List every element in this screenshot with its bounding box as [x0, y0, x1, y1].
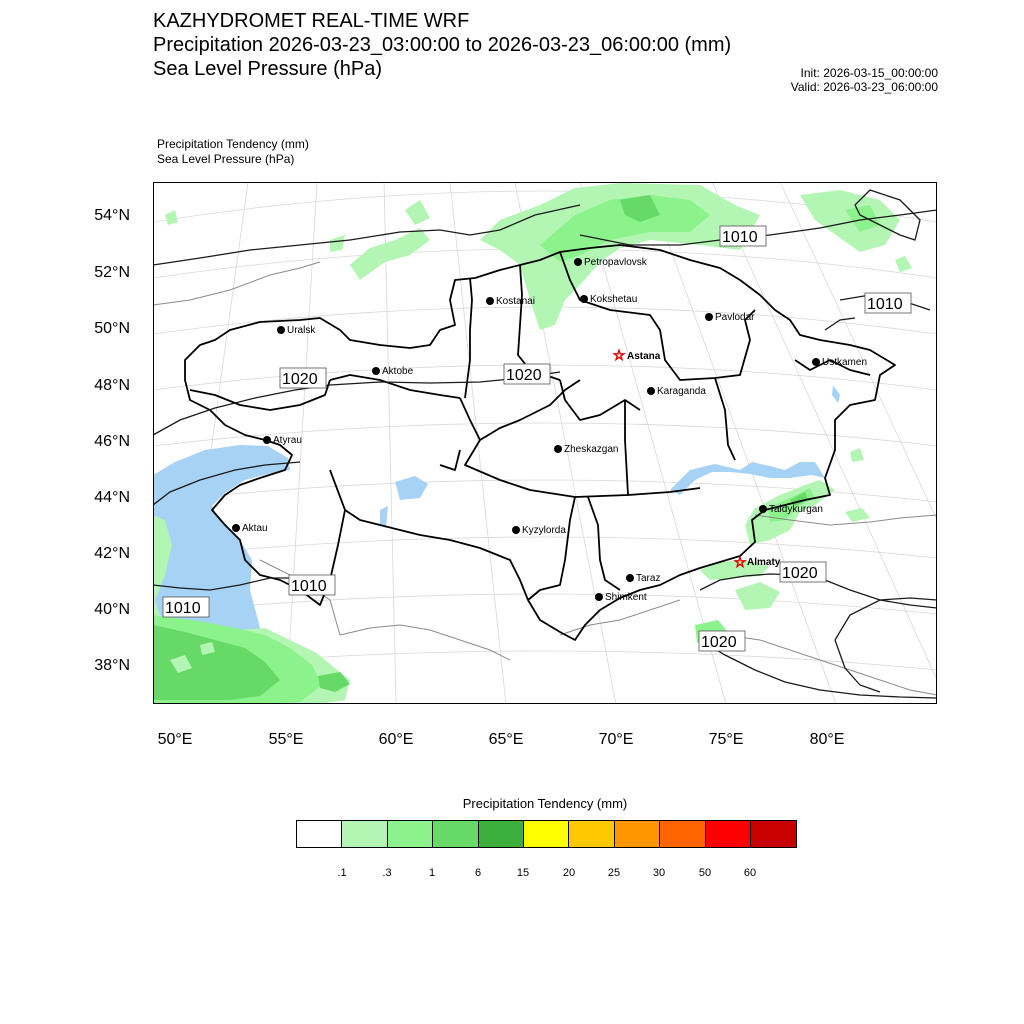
- legend-swatch: [433, 821, 478, 847]
- lon-tick-60: 60°E: [378, 731, 414, 748]
- city-label-uralsk: Uralsk: [287, 325, 316, 336]
- lat-tick-46: 46°N: [94, 433, 130, 450]
- legend-title: Precipitation Tendency (mm): [462, 796, 628, 811]
- legend-tick: 1: [428, 867, 436, 879]
- lat-tick-48: 48°N: [94, 377, 130, 394]
- map-canvas[interactable]: [153, 182, 937, 704]
- lat-tick-52: 52°N: [94, 264, 130, 281]
- city-label-astana: Astana: [627, 351, 661, 362]
- legend-colorbar: [296, 820, 797, 848]
- city-dot: [512, 526, 520, 534]
- city-dot: [574, 258, 582, 266]
- city-dot: [759, 505, 767, 513]
- isobar-label: 1010: [165, 600, 201, 617]
- lat-tick-44: 44°N: [94, 489, 130, 506]
- lon-tick-70: 70°E: [598, 731, 634, 748]
- map-subtitle-slp: Sea Level Pressure (hPa): [153, 58, 383, 80]
- city-label-aktau: Aktau: [242, 523, 268, 534]
- city-dot: [486, 297, 494, 305]
- lat-tick-38: 38°N: [94, 657, 130, 674]
- legend-swatch: [569, 821, 614, 847]
- city-dot: [277, 326, 285, 334]
- city-label-kostanai: Kostanai: [496, 296, 535, 307]
- city-label-ustkamen: Ustkamen: [822, 357, 868, 368]
- legend-tick: 25: [607, 867, 621, 879]
- legend-tick: .1: [337, 867, 347, 879]
- legend-tick: .3: [382, 867, 392, 879]
- city-label-taraz: Taraz: [636, 573, 661, 584]
- city-dot: [232, 524, 240, 532]
- city-label-kokshetau: Kokshetau: [590, 294, 638, 305]
- field-label-precip: Precipitation Tendency (mm): [157, 137, 309, 151]
- map-subtitle-precip: Precipitation 2026-03-23_03:00:00 to 2026-03-23_06:00:00 (mm): [153, 34, 732, 56]
- city-dot: [626, 574, 634, 582]
- lon-tick-55: 55°E: [268, 731, 304, 748]
- isobar-label: 1010: [291, 578, 327, 595]
- lat-tick-40: 40°N: [94, 601, 130, 618]
- city-dot: [812, 358, 820, 366]
- legend-tick: 15: [516, 867, 530, 879]
- isobar-label: 1020: [506, 367, 542, 384]
- lon-tick-50: 50°E: [157, 731, 193, 748]
- map-title: KAZHYDROMET REAL-TIME WRF: [153, 10, 470, 32]
- city-label-zheskazgan: Zheskazgan: [564, 444, 619, 455]
- city-dot: [580, 295, 588, 303]
- legend-tick: 6: [474, 867, 482, 879]
- lon-tick-80: 80°E: [809, 731, 845, 748]
- init-time: Init: 2026-03-15_00:00:00: [800, 66, 938, 80]
- isobar-label: 1010: [867, 296, 903, 313]
- legend-swatch: [751, 821, 796, 847]
- isobar-label: 1010: [722, 229, 758, 246]
- legend-swatch: [388, 821, 433, 847]
- capital-star-icon: ☆: [612, 348, 626, 364]
- city-label-taldykurgan: Taldykurgan: [769, 504, 823, 515]
- legend-tick: 60: [743, 867, 757, 879]
- legend-tick: 20: [562, 867, 576, 879]
- city-label-shimkent: Shimkent: [605, 592, 647, 603]
- city-dot: [595, 593, 603, 601]
- isobar-label: 1020: [701, 634, 737, 651]
- city-label-petropavlovsk: Petropavlovsk: [584, 257, 647, 268]
- legend-swatch: [706, 821, 751, 847]
- city-label-pavlodar: Pavlodar: [715, 312, 755, 323]
- city-label-atyrau: Atyrau: [273, 435, 302, 446]
- city-dot: [263, 436, 271, 444]
- lat-tick-54: 54°N: [94, 207, 130, 224]
- legend-swatch: [660, 821, 705, 847]
- city-dot: [554, 445, 562, 453]
- legend-swatch: [342, 821, 387, 847]
- isobar-label: 1020: [782, 565, 818, 582]
- city-dot: [647, 387, 655, 395]
- lat-tick-42: 42°N: [94, 545, 130, 562]
- lon-tick-65: 65°E: [488, 731, 524, 748]
- map-panel[interactable]: [153, 182, 937, 704]
- city-dot: [705, 313, 713, 321]
- valid-time: Valid: 2026-03-23_06:00:00: [790, 80, 938, 94]
- city-dot: [372, 367, 380, 375]
- lon-tick-75: 75°E: [708, 731, 744, 748]
- city-label-kyzylorda: Kyzylorda: [522, 525, 566, 536]
- city-label-almaty: Almaty: [747, 557, 781, 568]
- legend-swatch: [479, 821, 524, 847]
- capital-star-icon: ☆: [733, 555, 747, 571]
- city-label-aktobe: Aktobe: [382, 366, 414, 377]
- legend-swatch: [297, 821, 342, 847]
- legend-swatch: [615, 821, 660, 847]
- lat-tick-50: 50°N: [94, 320, 130, 337]
- legend-tick: 30: [652, 867, 666, 879]
- city-label-karaganda: Karaganda: [657, 386, 706, 397]
- legend-tick: 50: [698, 867, 712, 879]
- legend-swatch: [524, 821, 569, 847]
- field-label-slp: Sea Level Pressure (hPa): [157, 152, 295, 166]
- isobar-label: 1020: [282, 371, 318, 388]
